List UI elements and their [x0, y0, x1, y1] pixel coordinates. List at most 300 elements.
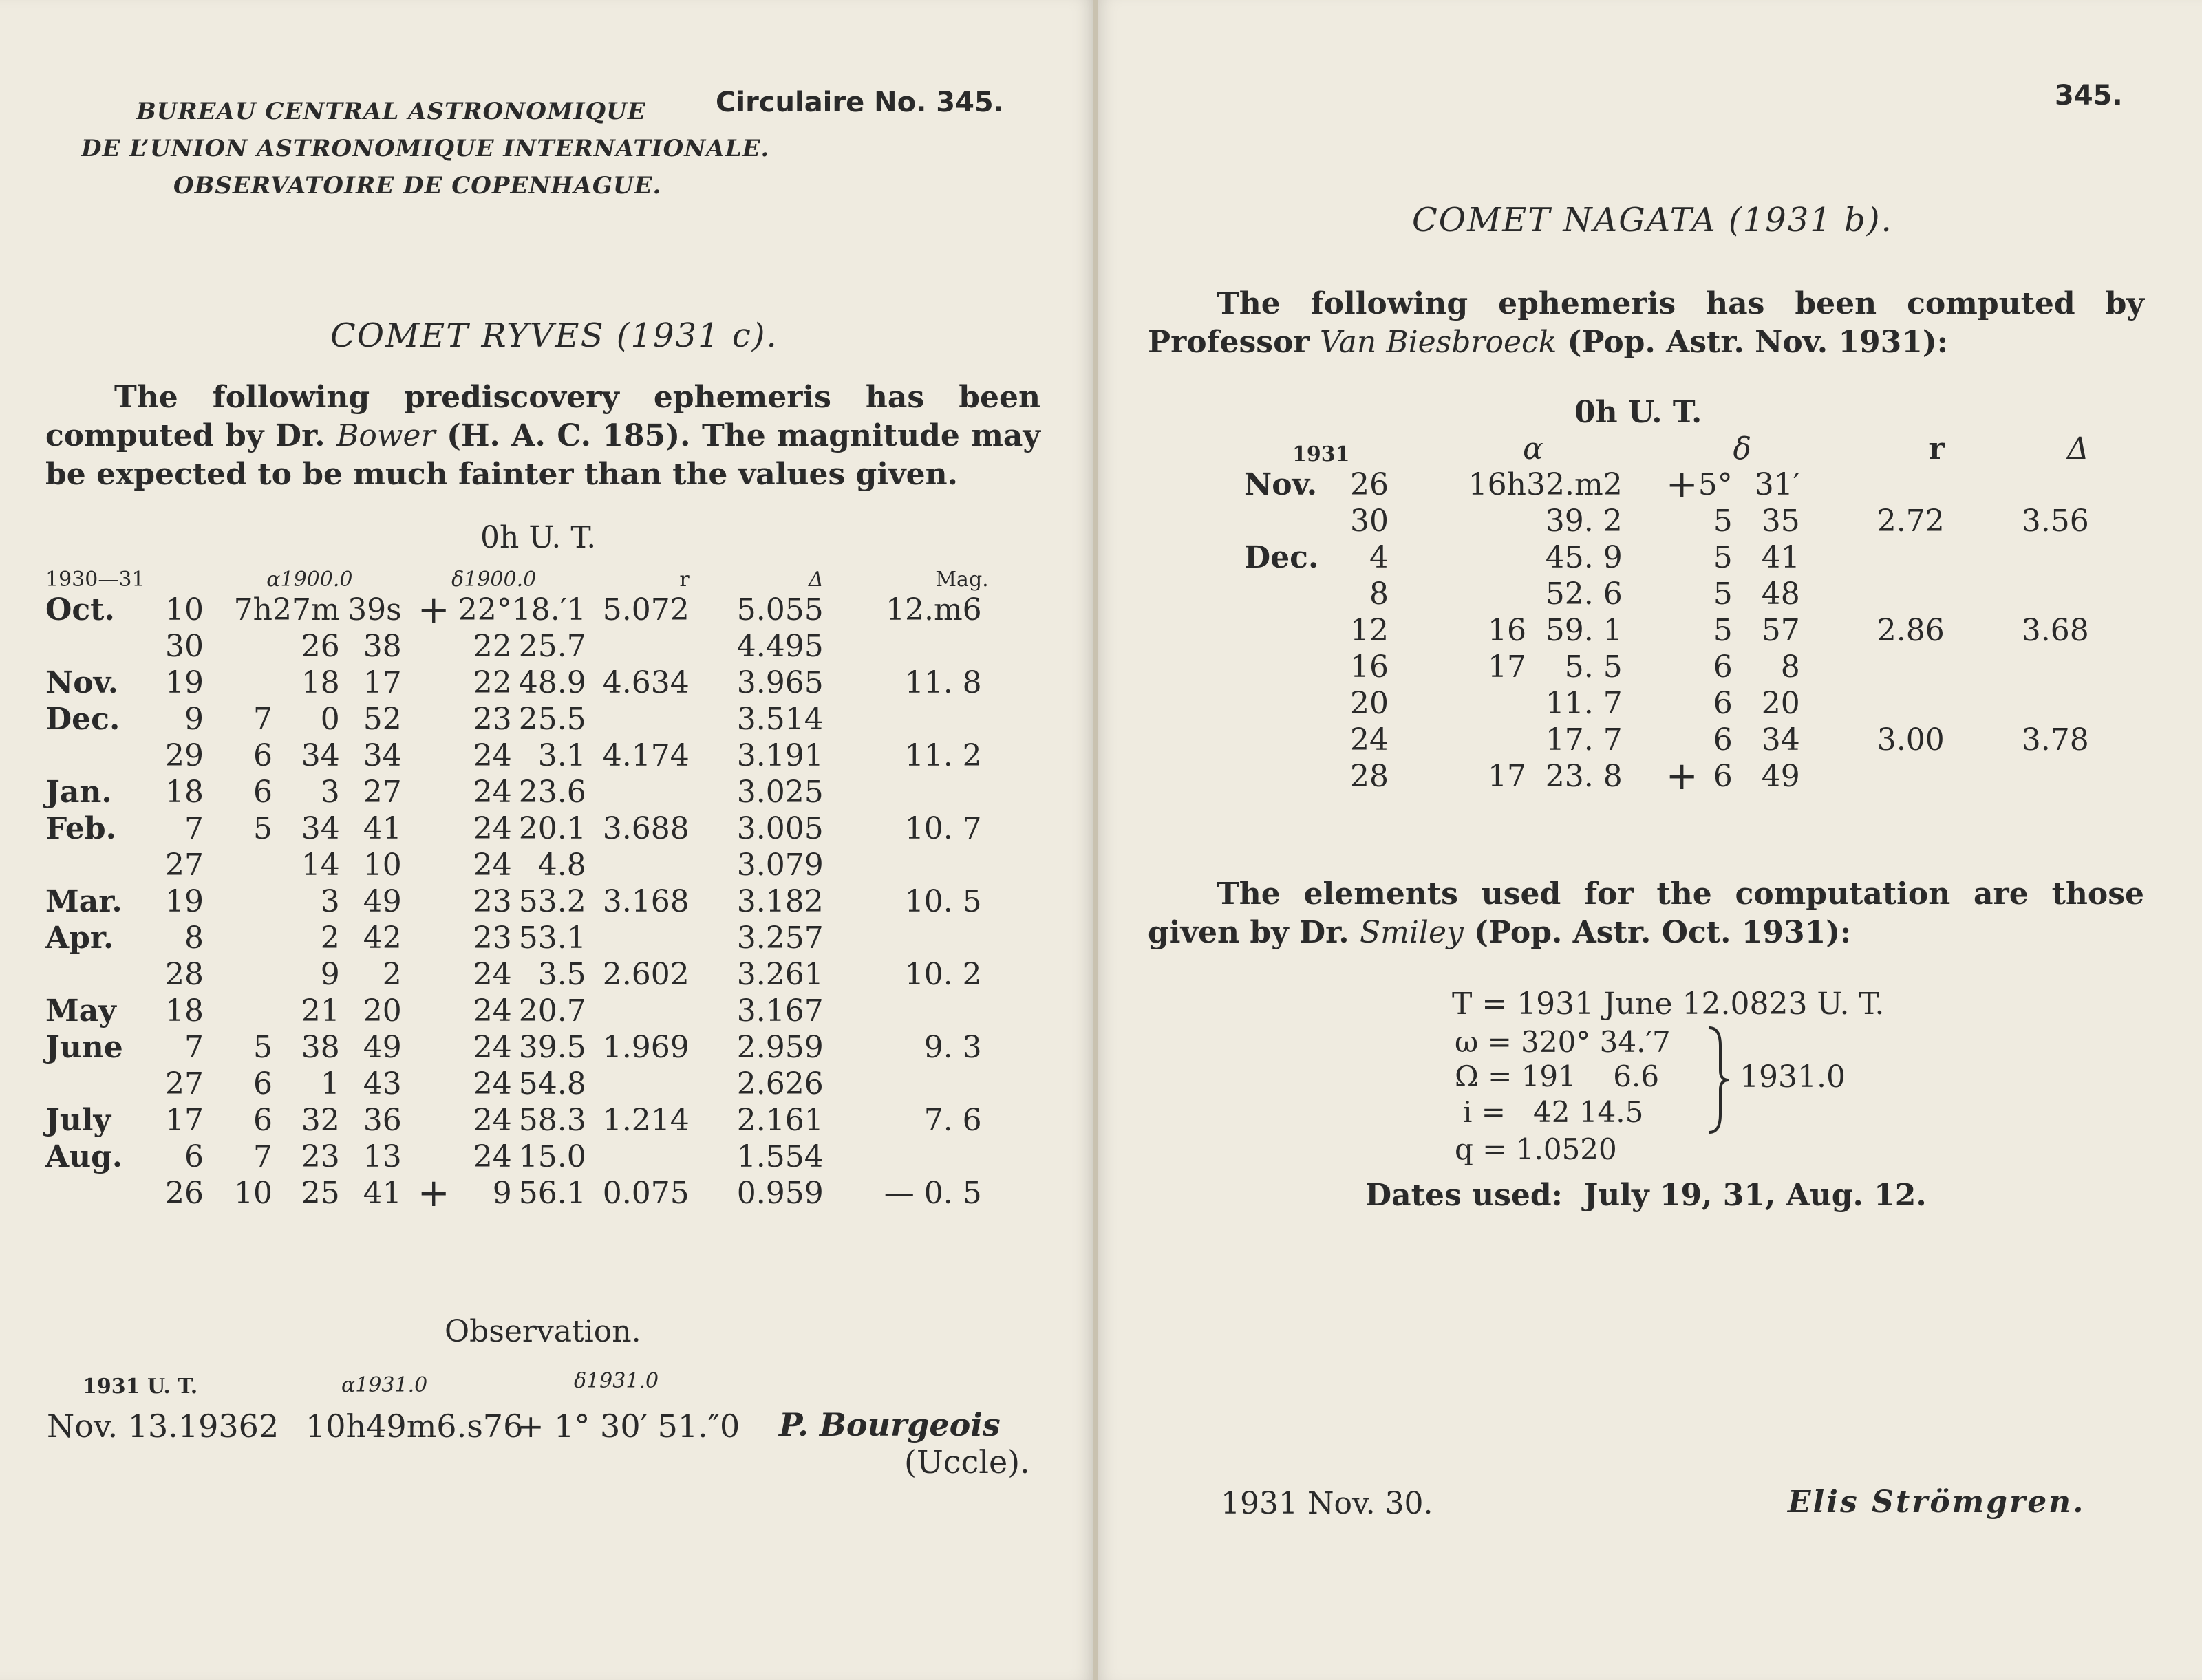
col-r: r [1928, 431, 1945, 466]
right-page [1098, 0, 2202, 1680]
row-month: May [45, 993, 116, 1029]
row-dec-sign [402, 628, 450, 665]
table-row [45, 956, 989, 993]
row-day: 10 [165, 592, 204, 627]
row-Delta: 3.182 [736, 884, 824, 919]
page-number: 345. [2055, 80, 2123, 111]
right-brace-icon [1705, 1025, 1733, 1135]
row-r [1800, 758, 1979, 795]
row-dec-degrees: 24 [473, 848, 512, 883]
row-r [1800, 539, 1979, 576]
row-dec-degrees: 5 [1713, 504, 1733, 539]
row-mag [851, 1139, 989, 1175]
row-mag [851, 847, 989, 883]
row-mag: 11. 8 [904, 665, 982, 700]
row-dec-minutes: 53.2 [518, 884, 586, 919]
row-dec-sign [1643, 612, 1698, 649]
row-mag: 10. 7 [904, 811, 982, 846]
row-Delta: 2.626 [736, 1066, 824, 1101]
row-ra-hours: 16 [1488, 613, 1526, 648]
row-Delta: 3.965 [736, 665, 824, 700]
row-dec-degrees: 22 [473, 665, 512, 700]
row-month: Aug. [45, 1139, 123, 1174]
table-row [1244, 466, 2103, 503]
element-T: T = 1931 June 12.0823 U. T. [1452, 987, 1885, 1022]
col-Delta: Δ [2066, 431, 2089, 466]
author-name: Smiley [1359, 915, 1464, 950]
row-ra-minutes: 5. 5 [1564, 649, 1623, 685]
row-dec-degrees: 24 [473, 811, 512, 846]
row-ra-seconds: 34 [363, 738, 402, 773]
row-ra-hours: 16h [1468, 467, 1526, 502]
row-mag: 9. 3 [923, 1030, 982, 1065]
row-ra-minutes: 9 [320, 957, 340, 992]
row-dec-minutes: 20 [1761, 686, 1800, 721]
element-equinox: 1931.0 [1740, 1059, 1846, 1095]
nagata-table-caption: 0h U. T. [1574, 395, 1702, 430]
observer-name: P. Bourgeois [779, 1406, 1001, 1443]
row-month: Mar. [45, 884, 122, 919]
row-ra-hours: 7h [233, 592, 272, 627]
row-day: 9 [184, 702, 204, 737]
table-row [45, 592, 989, 628]
row-ra-minutes: 1 [320, 1066, 340, 1101]
obs-date: Nov. 13.19362 [47, 1408, 279, 1445]
row-dec-degrees: 24 [473, 1139, 512, 1174]
row-ra-hours: 7 [253, 1139, 272, 1174]
row-mag [851, 701, 989, 737]
row-ra-hours [1402, 722, 1526, 758]
row-dec-minutes: 20.1 [518, 811, 586, 846]
row-dec-sign: + [417, 1171, 450, 1216]
row-dec-minutes: 4.8 [537, 848, 586, 883]
row-dec-degrees: 23 [473, 702, 512, 737]
row-day: 29 [165, 738, 204, 773]
row-r: 1.969 [602, 1030, 690, 1065]
row-dec-sign [1643, 722, 1698, 758]
row-ra-hours: 6 [253, 1066, 272, 1101]
row-dec-degrees: 24 [473, 993, 512, 1029]
row-dec-minutes: 18.′1 [511, 592, 586, 627]
table-row [1244, 685, 2103, 722]
table-row [45, 883, 989, 920]
element-omega: ω = 320° 34.′7 [1455, 1025, 1671, 1059]
row-ra-seconds: 43 [363, 1066, 402, 1101]
row-r: 2.72 [1877, 504, 1945, 539]
row-day: 20 [1350, 686, 1389, 721]
observation-title: Observation. [445, 1314, 641, 1349]
row-ra-hours: 6 [253, 775, 272, 810]
row-r [1800, 685, 1979, 722]
row-day: 26 [165, 1176, 204, 1211]
nagata-intro-paragraph: The following ephemeris has been computed by Professor Van Biesbroeck (Pop. Astr. Nov. 1931): [1148, 286, 2144, 360]
row-dec-sign: + [417, 588, 450, 632]
row-month: Oct. [45, 592, 115, 627]
row-dec-sign [402, 920, 450, 956]
row-Delta: 0.959 [736, 1176, 824, 1211]
row-ra-hours [217, 920, 272, 956]
row-mag: — 0. 5 [884, 1176, 982, 1211]
row-month [1244, 576, 1340, 612]
observer-place: (Uccle). [904, 1443, 1030, 1480]
row-ra-hours: 17 [1488, 649, 1526, 685]
row-ra-hours [217, 628, 272, 665]
row-month: Dec. [45, 702, 120, 737]
row-ra-hours: 5 [253, 811, 272, 846]
row-ra-minutes: 34 [301, 738, 340, 773]
row-r: 2.602 [602, 957, 690, 992]
row-dec-sign [402, 665, 450, 701]
row-Delta [1979, 758, 2103, 795]
row-day: 8 [1369, 577, 1389, 612]
row-dec-degrees: 5 [1713, 613, 1733, 648]
row-dec-degrees: 24 [473, 1103, 512, 1138]
row-ra-seconds: 49 [363, 1030, 402, 1065]
row-ra-minutes: 21 [301, 993, 340, 1029]
row-dec-sign [1643, 539, 1698, 576]
row-dec-minutes: 41 [1761, 540, 1800, 575]
table-row [1244, 612, 2103, 649]
row-Delta: 3.68 [2021, 613, 2089, 648]
row-ra-hours: 6 [253, 738, 272, 773]
row-day: 19 [165, 884, 204, 919]
row-Delta: 3.261 [736, 957, 824, 992]
element-q: q = 1.0520 [1455, 1132, 1617, 1166]
row-r [586, 628, 717, 665]
row-dec-degrees: 24 [473, 1066, 512, 1101]
col-year: 1930—31 [45, 568, 145, 592]
row-day: 4 [1369, 540, 1389, 575]
row-ra-minutes: 25 [301, 1176, 340, 1211]
row-month [45, 628, 135, 665]
table-row [1244, 758, 2103, 795]
row-ra-seconds: 39s [348, 592, 402, 627]
row-dec-minutes: 15.0 [518, 1139, 586, 1174]
row-day: 30 [1350, 504, 1389, 539]
row-ra-minutes: 26 [301, 629, 340, 664]
row-ra-seconds: 36 [363, 1103, 402, 1138]
ryves-ephemeris-table [45, 548, 989, 1216]
row-ra-minutes: 3 [320, 775, 340, 810]
obs-col-date: 1931 U. T. [83, 1375, 198, 1399]
ryves-table-caption: 0h U. T. [480, 520, 597, 555]
row-day: 8 [184, 920, 204, 956]
row-ra-hours [1402, 685, 1526, 722]
row-ra-minutes: 23 [301, 1139, 340, 1174]
row-dec-sign [402, 774, 450, 810]
element-i: i = 42 14.5 [1463, 1095, 1644, 1129]
row-dec-degrees: 22° [458, 592, 512, 627]
row-r [586, 993, 717, 1029]
row-Delta [1979, 576, 2103, 612]
row-mag: 12.m6 [885, 592, 982, 627]
row-ra-seconds: 38 [363, 629, 402, 664]
row-Delta: 3.005 [736, 811, 824, 846]
row-dec-degrees: 24 [473, 957, 512, 992]
row-Delta: 4.495 [736, 629, 824, 664]
row-ra-hours [217, 665, 272, 701]
row-day: 16 [1350, 649, 1389, 685]
row-month [45, 1175, 135, 1211]
row-r: 3.168 [602, 884, 690, 919]
table-row [45, 993, 989, 1029]
row-dec-sign [402, 1139, 450, 1175]
table-row [45, 628, 989, 665]
row-dec-minutes: 20.7 [518, 993, 586, 1029]
row-ra-minutes: 18 [301, 665, 340, 700]
row-r [586, 774, 717, 810]
row-dec-sign: + [1665, 462, 1698, 507]
row-dec-degrees: 24 [473, 1030, 512, 1065]
row-mag: 10. 5 [904, 884, 982, 919]
row-ra-hours [217, 847, 272, 883]
row-ra-minutes: 27m [272, 592, 340, 627]
institution-line-3: OBSERVATOIRE DE COPENHAGUE. [173, 172, 662, 200]
row-ra-minutes: 23. 8 [1545, 759, 1623, 794]
row-ra-seconds: 2 [382, 957, 402, 992]
row-dec-degrees: 23 [473, 920, 512, 956]
row-mag [851, 628, 989, 665]
row-r: 4.174 [602, 738, 690, 773]
ryves-intro-paragraph: The following prediscovery ephemeris has been computed by Dr. Bower (H. A. C. 185). The magnitude may be expected to be much fainter than the values given. [45, 380, 1040, 492]
row-ra-minutes: 32.m2 [1526, 467, 1623, 502]
row-ra-hours [1402, 539, 1526, 576]
row-dec-minutes: 23.6 [518, 775, 586, 810]
row-dec-degrees: 5 [1713, 577, 1733, 612]
row-dec-sign [1643, 503, 1698, 539]
row-month [1244, 758, 1340, 795]
row-r: 2.86 [1877, 613, 1945, 648]
row-Delta: 3.257 [736, 920, 824, 956]
row-mag [851, 993, 989, 1029]
row-Delta: 3.167 [736, 993, 824, 1029]
row-day: 28 [165, 957, 204, 992]
row-dec-degrees: 5 [1713, 540, 1733, 575]
table-row [1244, 649, 2103, 685]
institution-line-1: BUREAU CENTRAL ASTRONOMIQUE [136, 98, 646, 125]
row-dec-minutes: 35 [1761, 504, 1800, 539]
row-ra-seconds: 42 [363, 920, 402, 956]
row-dec-degrees: 6 [1713, 722, 1733, 757]
row-ra-minutes: 34 [301, 811, 340, 846]
row-Delta [1979, 685, 2103, 722]
row-dec-minutes: 48.9 [518, 665, 586, 700]
table-row [45, 1139, 989, 1175]
table-row [45, 810, 989, 847]
row-dec-degrees: 6 [1713, 686, 1733, 721]
row-dec-sign: + [1665, 754, 1698, 799]
row-dec-minutes: 25.7 [518, 629, 586, 664]
row-ra-hours: 17 [1488, 759, 1526, 794]
row-ra-minutes: 3 [320, 884, 340, 919]
row-dec-degrees: 22 [473, 629, 512, 664]
row-mag [851, 920, 989, 956]
row-dec-sign [402, 1102, 450, 1139]
row-dec-degrees: 5° [1698, 467, 1733, 502]
dates-used: Dates used: July 19, 31, Aug. 12. [1365, 1178, 1927, 1213]
row-Delta: 5.055 [736, 592, 824, 627]
row-r: 0.075 [602, 1176, 690, 1211]
row-ra-hours [1402, 503, 1526, 539]
obs-col-delta: δ1931.0 [574, 1369, 659, 1393]
nagata-ephemeris-table [1244, 422, 2103, 799]
row-dec-degrees: 9 [492, 1176, 512, 1211]
row-ra-minutes: 52. 6 [1545, 577, 1623, 612]
table-row [45, 1175, 989, 1211]
row-Delta: 3.191 [736, 738, 824, 773]
row-ra-seconds: 20 [363, 993, 402, 1029]
col-r: r [679, 568, 690, 592]
row-day: 7 [184, 811, 204, 846]
row-month: Dec. [1244, 540, 1319, 575]
row-dec-minutes: 8 [1780, 649, 1800, 685]
row-ra-minutes: 14 [301, 848, 340, 883]
row-dec-sign [1643, 576, 1698, 612]
row-ra-minutes: 59. 1 [1545, 613, 1623, 648]
row-ra-hours [1402, 576, 1526, 612]
row-dec-minutes: 57 [1761, 613, 1800, 648]
row-day: 17 [165, 1103, 204, 1138]
row-mag [851, 774, 989, 810]
row-dec-degrees: 24 [473, 738, 512, 773]
row-month [45, 737, 135, 774]
row-day: 30 [165, 629, 204, 664]
row-r: 3.688 [602, 811, 690, 846]
row-r [1800, 576, 1979, 612]
row-month: Nov. [45, 665, 119, 700]
table-row [45, 1066, 989, 1102]
row-day: 7 [184, 1030, 204, 1065]
left-page [0, 0, 1093, 1680]
row-dec-minutes: 49 [1761, 759, 1800, 794]
row-r: 3.00 [1877, 722, 1945, 757]
obs-col-alpha: α1931.0 [341, 1373, 428, 1397]
circular-date: 1931 Nov. 30. [1221, 1486, 1433, 1521]
row-Delta: 3.56 [2021, 504, 2089, 539]
col-delta: δ [1733, 431, 1751, 466]
row-dec-degrees: 6 [1713, 759, 1733, 794]
row-ra-minutes: 39. 2 [1545, 504, 1623, 539]
row-dec-minutes: 54.8 [518, 1066, 586, 1101]
row-r [1800, 649, 1979, 685]
row-dec-minutes: 56.1 [518, 1176, 586, 1211]
row-month [1244, 685, 1340, 722]
author-name: Van Biesbroeck [1319, 325, 1557, 360]
row-Delta: 3.025 [736, 775, 824, 810]
row-ra-hours [217, 883, 272, 920]
row-r [1800, 466, 1979, 503]
row-day: 19 [165, 665, 204, 700]
element-Omega: Ω = 191 6.6 [1455, 1059, 1660, 1093]
row-ra-minutes: 32 [301, 1103, 340, 1138]
row-ra-hours: 10 [234, 1176, 272, 1211]
row-Delta: 3.079 [736, 848, 824, 883]
row-dec-sign [402, 701, 450, 737]
row-r [586, 1066, 717, 1102]
row-ra-seconds: 41 [363, 811, 402, 846]
row-dec-degrees: 6 [1713, 649, 1733, 685]
row-day: 27 [165, 848, 204, 883]
row-Delta [1979, 649, 2103, 685]
row-ra-hours: 7 [253, 702, 272, 737]
row-day: 12 [1350, 613, 1389, 648]
row-ra-hours [217, 956, 272, 993]
row-dec-sign [402, 810, 450, 847]
row-Delta: 2.959 [736, 1030, 824, 1065]
comet-ryves-title: COMET RYVES (1931 c). [330, 316, 778, 355]
row-r [586, 847, 717, 883]
row-Delta: 3.78 [2021, 722, 2089, 757]
row-ra-seconds: 13 [363, 1139, 402, 1174]
row-dec-sign [1643, 685, 1698, 722]
row-dec-minutes: 53.1 [518, 920, 586, 956]
row-ra-hours [217, 993, 272, 1029]
col-delta: δ1900.0 [451, 568, 537, 592]
table-row [1244, 722, 2103, 758]
row-day: 26 [1350, 467, 1389, 502]
row-Delta [1979, 539, 2103, 576]
row-dec-sign [402, 1066, 450, 1102]
table-row [45, 1102, 989, 1139]
row-ra-minutes: 45. 9 [1545, 540, 1623, 575]
row-dec-degrees: 24 [473, 775, 512, 810]
comet-nagata-title: COMET NAGATA (1931 b). [1412, 201, 1893, 239]
col-Delta: Δ [809, 568, 824, 592]
row-day: 27 [165, 1066, 204, 1101]
row-r [586, 920, 717, 956]
row-month [1244, 649, 1340, 685]
row-ra-seconds: 49 [363, 884, 402, 919]
col-alpha: α1900.0 [266, 568, 353, 592]
row-dec-minutes: 3.1 [537, 738, 586, 773]
row-month [1244, 612, 1340, 649]
row-ra-seconds: 41 [363, 1176, 402, 1211]
table-row [45, 1029, 989, 1066]
row-dec-minutes: 34 [1761, 722, 1800, 757]
row-dec-minutes: 25.5 [518, 702, 586, 737]
row-Delta: 2.161 [736, 1103, 824, 1138]
obs-alpha: 10h49m6.s76 [306, 1408, 524, 1445]
col-alpha: α [1522, 431, 1543, 466]
signature: Elis Strömgren. [1788, 1485, 2086, 1520]
row-dec-minutes: 58.3 [518, 1103, 586, 1138]
row-dec-minutes: 39.5 [518, 1030, 586, 1065]
row-month [45, 956, 135, 993]
obs-delta: + 1° 30′ 51.″0 [517, 1408, 740, 1445]
table-row [45, 847, 989, 883]
row-day: 6 [184, 1139, 204, 1174]
row-ra-seconds: 27 [363, 775, 402, 810]
row-month: July [45, 1103, 111, 1138]
author-name: Bower [336, 418, 436, 453]
row-dec-sign [402, 956, 450, 993]
col-mag: Mag. [935, 568, 989, 592]
row-dec-degrees: 23 [473, 884, 512, 919]
table-row [45, 701, 989, 737]
row-day: 18 [165, 775, 204, 810]
row-ra-minutes: 2 [320, 920, 340, 956]
row-dec-sign [402, 847, 450, 883]
row-r: 4.634 [602, 665, 690, 700]
row-ra-minutes: 11. 7 [1545, 686, 1623, 721]
row-month [1244, 722, 1340, 758]
row-Delta [1979, 466, 2103, 503]
row-ra-seconds: 52 [363, 702, 402, 737]
table-row [45, 737, 989, 774]
row-mag [851, 1066, 989, 1102]
row-dec-sign [402, 883, 450, 920]
row-r [586, 1139, 717, 1175]
